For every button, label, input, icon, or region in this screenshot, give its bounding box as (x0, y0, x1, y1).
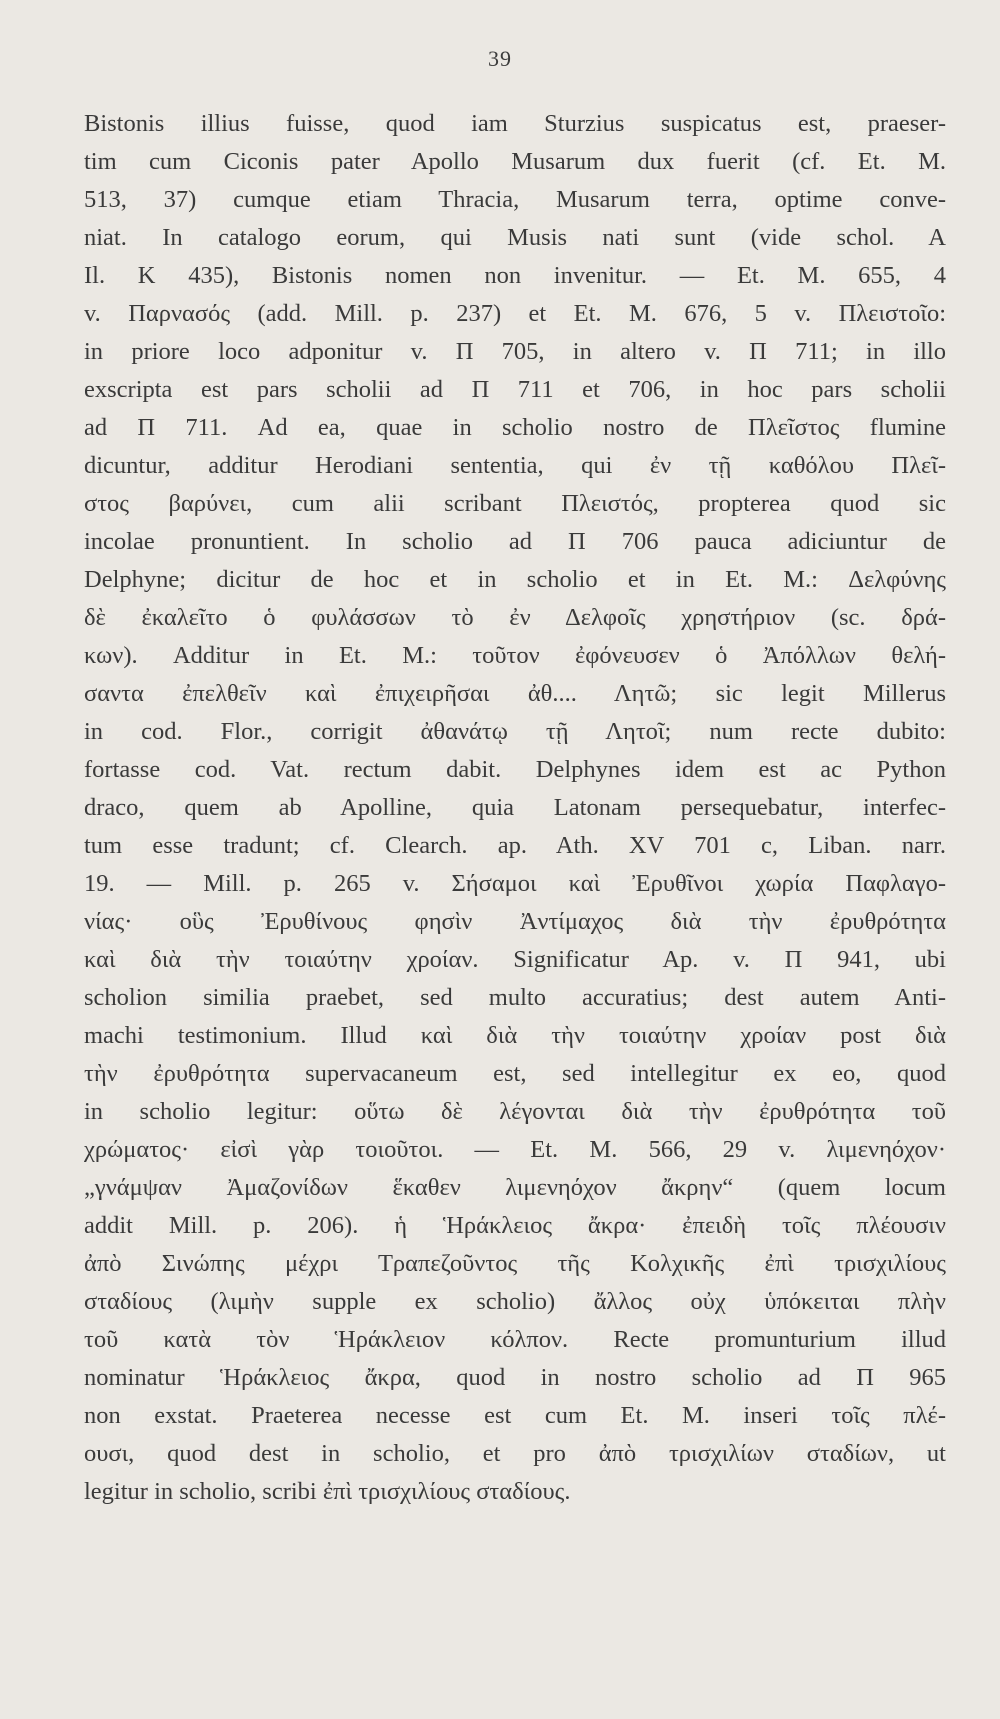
text-line: 19. — Mill. p. 265 v. Σήσαμοι καὶ Ἐρυθῖνοι χωρία Παφλαγο- (84, 870, 946, 897)
text-line: dicuntur, additur Herodiani sententia, qui ἐν τῇ καθόλου Πλεῖ- (84, 452, 946, 479)
text-line: fortasse cod. Vat. rectum dabit. Delphynes idem est ac Python (84, 756, 946, 783)
text-line: draco, quem ab Apolline, quia Latonam persequebatur, interfec- (84, 794, 946, 821)
page-number: 39 (488, 46, 512, 71)
text-line: non exstat. Praeterea necesse est cum Et. M. inseri τοῖς πλέ- (84, 1402, 946, 1429)
text-line: Il. K 435), Bistonis nomen non invenitur. — Et. M. 655, 4 (84, 262, 946, 289)
text-line: σαντα ἐπελθεῖν καὶ ἐπιχειρῆσαι ἀθ.... Λητῶ; sic legit Millerus (84, 680, 946, 707)
text-line: exscripta est pars scholii ad Π 711 et 706, in hoc pars scholii (84, 376, 946, 403)
text-line: in cod. Flor., corrigit ἀθανάτῳ τῇ Λητοῖ; num recte dubito: (84, 718, 946, 745)
text-line: niat. In catalogo eorum, qui Musis nati sunt (vide schol. A (84, 224, 946, 251)
text-line: machi testimonium. Illud καὶ διὰ τὴν τοιαύτην χροίαν post διὰ (84, 1022, 946, 1049)
text-line: v. Παρνασός (add. Mill. p. 237) et Et. M. 676, 5 v. Πλειστοῖο: (84, 300, 946, 327)
body-text (84, 105, 946, 1511)
text-line: scholion similia praebet, sed multo accuratius; dest autem Anti- (84, 984, 946, 1011)
text-line: tum esse tradunt; cf. Clearch. ap. Ath. XV 701 c, Liban. narr. (84, 832, 946, 859)
text-line: ad Π 711. Ad ea, quae in scholio nostro de Πλεῖστος flumine (84, 414, 946, 441)
text-line: χρώματος· εἰσὶ γὰρ τοιοῦτοι. — Et. M. 566, 29 v. λιμενηόχον· (84, 1136, 946, 1163)
text-line: τοῦ κατὰ τὸν Ἡράκλειον κόλπον. Recte promunturium illud (84, 1326, 946, 1353)
text-line: νίας· οὓς Ἐρυθίνους φησὶν Ἀντίμαχος διὰ τὴν ἐρυθρότητα (84, 908, 946, 935)
text-line: „γνάμψαν Ἀμαζονίδων ἕκαθεν λιμενηόχον ἄκρην“ (quem locum (84, 1174, 946, 1201)
text-line: Delphyne; dicitur de hoc et in scholio et in Et. M.: Δελφύνης (84, 566, 946, 593)
text-line: τὴν ἐρυθρότητα supervacaneum est, sed intellegitur ex eo, quod (84, 1060, 946, 1087)
text-line: σταδίους (λιμὴν supple ex scholio) ἄλλος οὐχ ὑπόκειται πλὴν (84, 1288, 946, 1315)
text-line: incolae pronuntient. In scholio ad Π 706 pauca adiciuntur de (84, 528, 946, 555)
text-line: δὲ ἐκαλεῖτο ὁ φυλάσσων τὸ ἐν Δελφοῖς χρηστήριον (sc. δρά- (84, 604, 946, 631)
text-line: in scholio legitur: οὕτω δὲ λέγονται διὰ τὴν ἐρυθρότητα τοῦ (84, 1098, 946, 1125)
text-line: tim cum Ciconis pater Apollo Musarum dux fuerit (cf. Et. M. (84, 148, 946, 175)
text-line: Bistonis illius fuisse, quod iam Sturzius suspicatus est, praeser- (84, 110, 946, 137)
text-line: legitur in scholio, scribi ἐπὶ τρισχιλίους σταδίους. (84, 1478, 571, 1505)
text-line: ἀπὸ Σινώπης μέχρι Τραπεζοῦντος τῆς Κολχικῆς ἐπὶ τρισχιλίους (84, 1250, 946, 1277)
text-line: ουσι, quod dest in scholio, et pro ἀπὸ τρισχιλίων σταδίων, ut (84, 1440, 946, 1467)
text-line: καὶ διὰ τὴν τοιαύτην χροίαν. Significatur Ap. v. Π 941, ubi (84, 946, 946, 973)
text-line: in priore loco adponitur v. Π 705, in altero v. Π 711; in illo (84, 338, 946, 365)
text-line: addit Mill. p. 206). ἡ Ἡράκλειος ἄκρα· ἐπειδὴ τοῖς πλέουσιν (84, 1212, 946, 1239)
text-line: στος βαρύνει, cum alii scribant Πλειστός, propterea quod sic (84, 490, 946, 517)
text-line: κων). Additur in Et. M.: τοῦτον ἐφόνευσεν ὁ Ἀπόλλων θελή- (84, 642, 946, 669)
text-line: 513, 37) cumque etiam Thracia, Musarum terra, optime conve- (84, 186, 946, 213)
text-line: nominatur Ἡράκλειος ἄκρα, quod in nostro scholio ad Π 965 (84, 1364, 946, 1391)
